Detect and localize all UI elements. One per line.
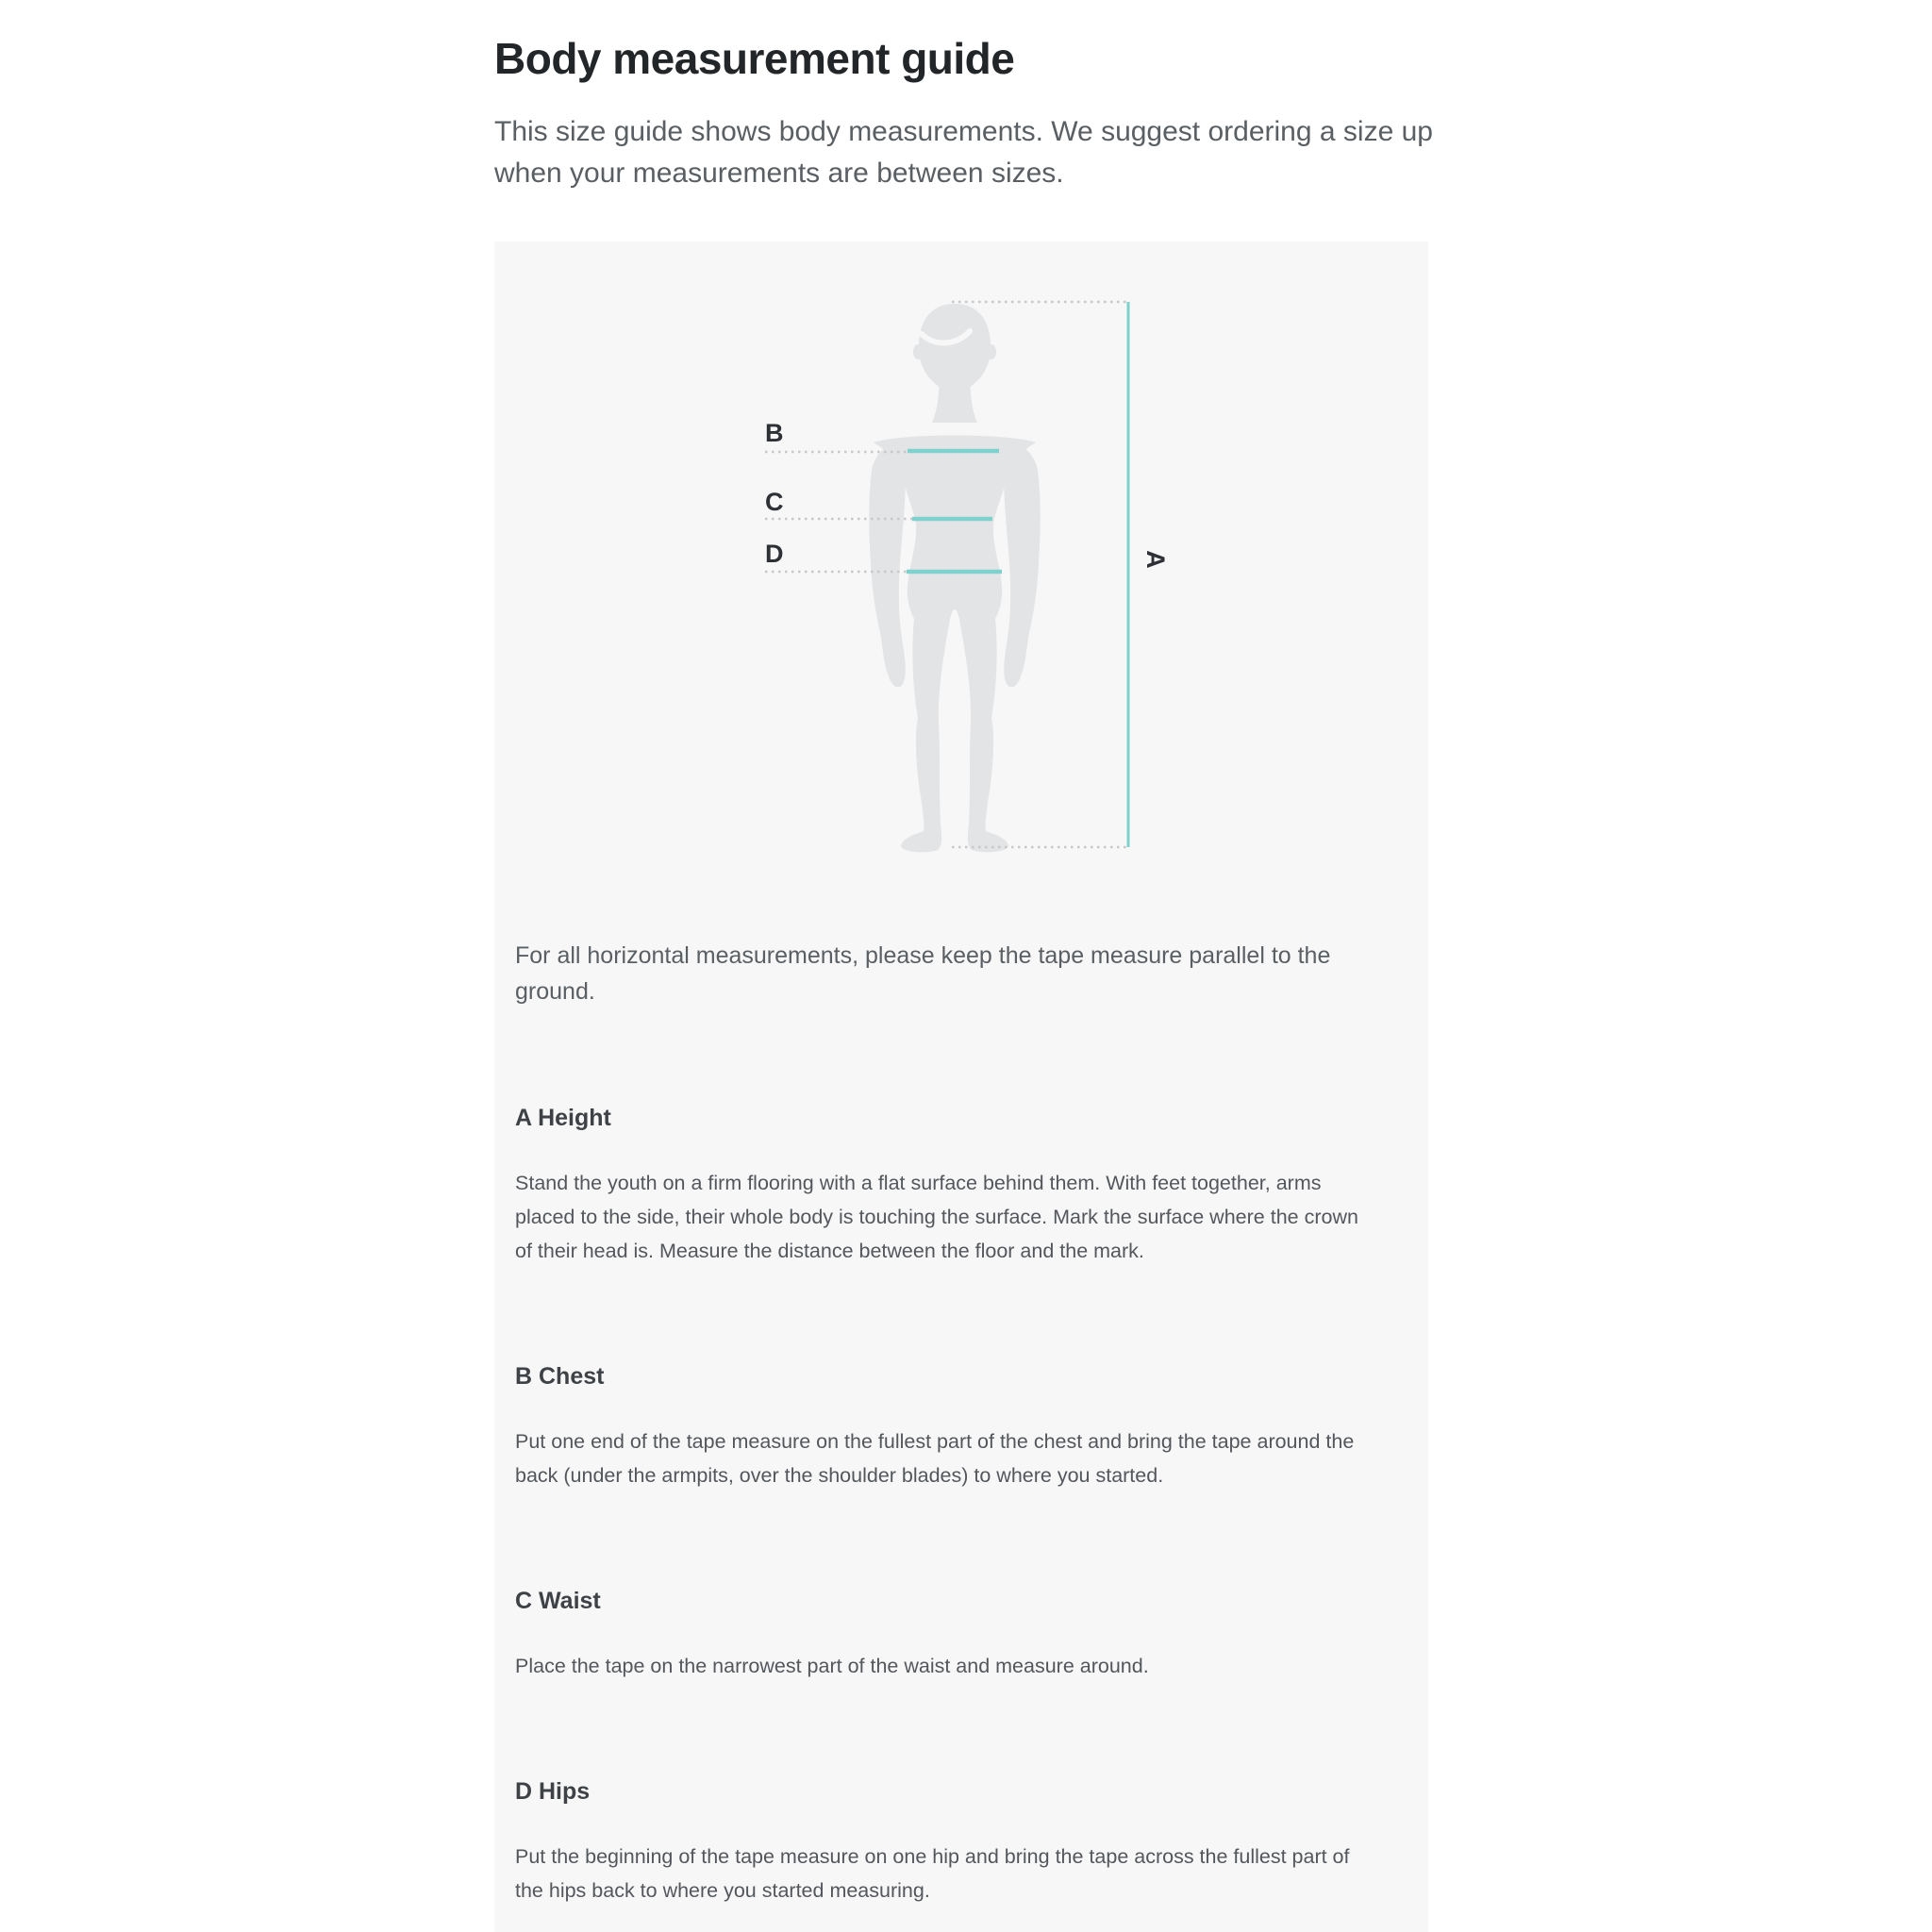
measurement-note: For all horizontal measurements, please keep the tape measure parallel to the ground. [515, 942, 1331, 1005]
section-body-hips: Put the beginning of the tape measure on one hip and bring the tape across the fullest part of the hips back to where you started measuring. [515, 1845, 1350, 1902]
section-height [515, 1104, 1407, 1268]
intro-text: This size guide shows body measurements. We suggest ordering a size up when your measurements are between sizes. [494, 116, 1433, 189]
section-chest [515, 1362, 1407, 1492]
page-title: Body measurement guide [494, 34, 1015, 83]
section-heading-waist: C Waist [515, 1588, 601, 1614]
content-column [494, 34, 1447, 1932]
section-body-chest: Put one end of the tape measure on the fullest part of the chest and bring the tape around the back (under the armpits, over the shoulder blades) to where you started. [515, 1430, 1355, 1487]
section-body-waist: Place the tape on the narrowest part of the waist and measure around. [515, 1655, 1149, 1677]
section-heading-chest: B Chest [515, 1363, 605, 1390]
body-measurement-diagram [515, 242, 1407, 921]
section-waist [515, 1587, 1407, 1683]
label-height: A [1141, 550, 1170, 569]
measurement-guide-panel [494, 242, 1428, 1932]
section-hips [515, 1777, 1407, 1907]
section-heading-height: A Height [515, 1105, 611, 1131]
body-silhouette-icon [869, 304, 1041, 852]
label-chest: B [765, 419, 784, 447]
section-heading-hips: D Hips [515, 1778, 591, 1805]
label-hips: D [765, 540, 784, 568]
label-waist: C [765, 488, 784, 516]
section-body-height: Stand the youth on a firm flooring with a flat surface behind them. With feet together, arms placed to the side, their whole body is touching the surface. Mark the surface where the crown of their head is. Measure the distance between the floor and the mark. [515, 1172, 1358, 1262]
